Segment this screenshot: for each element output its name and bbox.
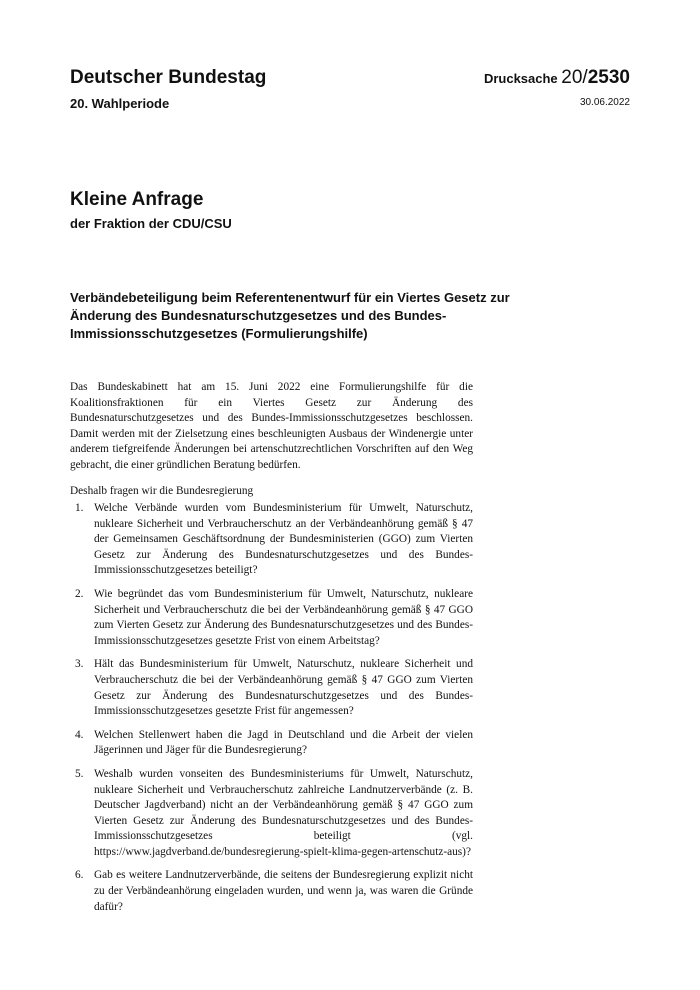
- document-header-right: [484, 66, 630, 108]
- question-text: Weshalb wurden vonseiten des Bundesministeriums für Umwelt, Naturschutz, nukleare Sicherheit und Verbraucherschutz zahlreiche Landnutzerverbände (z. B. Deutscher Jagdverband) nicht an der Verbändeanhörung gemäß § 47 GGO zum Vierten Gesetz zur Änderung des Bundesnaturschutzgesetzes und des Bundes-Immissionsschutzgesetzes beteiligt (vgl. https://www.jagdverband.de/bundesregierung-spielt-klima-gegen-artenschutz-aus)?: [94, 767, 473, 858]
- intro-paragraph: Das Bundeskabinett hat am 15. Juni 2022 eine Formulierungshilfe für die Koalitionsfraktionen für ein Viertes Gesetz zur Änderung des Bundesnaturschutzgesetzes und des Bundes-Immissionsschutzgesetzes beschlossen. Damit werden mit der Zielsetzung eines beschleunigten Ausbaus der Windenergie unter anderem tiefgreifende Änderungen bei artenschutzrechtlichen Vorschriften auf den Weg gebracht, die einer gründlichen Beratung bedürfen.: [70, 381, 473, 471]
- question-number: 2.: [75, 587, 84, 600]
- question-text: Welchen Stellenwert haben die Jagd in Deutschland und die Arbeit der vielen Jägerinnen und Jäger für die Bundesregierung?: [94, 728, 473, 757]
- drucksache-number: [484, 66, 630, 91]
- question-number: 3.: [75, 658, 84, 671]
- question-item: [70, 657, 473, 719]
- drucksache-period: 20/: [561, 67, 588, 88]
- question-number: 1.: [75, 502, 84, 514]
- question-lead-in: Deshalb fragen wir die Bundesregierung: [70, 485, 254, 497]
- question-number: 6.: [75, 869, 84, 882]
- document-type-subtitle: der Fraktion der CDU/CSU: [70, 216, 232, 231]
- question-number: 5.: [75, 767, 84, 780]
- document-header-left: [70, 66, 266, 111]
- question-text: Hält das Bundesministerium für Umwelt, Naturschutz, nukleare Sicherheit und Verbraucherschutz die bei der Verbändeanhörung gemäß § 47 GGO zum Vierten Gesetz zur Änderung des Bundesnaturschutzgesetzes und des Bundes-Immissionsschutzgesetzes gesetzte Frist für angemessen?: [94, 658, 473, 718]
- document-type: [70, 188, 232, 231]
- question-item: [70, 728, 473, 759]
- question-list: [70, 501, 473, 923]
- drucksache-id: 2530: [587, 67, 630, 88]
- question-item: [70, 501, 473, 579]
- question-text: Gab es weitere Landnutzerverbände, die seitens der Bundesregierung explizit nicht zu der Verbändeanhörung eingeladen wurden, und wenn ja, was waren die Gründe dafür?: [94, 869, 473, 913]
- document-date: 30.06.2022: [579, 97, 630, 108]
- drucksache-label: Drucksache: [483, 71, 558, 86]
- legislative-period: 20. Wahlperiode: [70, 96, 170, 111]
- question-text: Welche Verbände wurden vom Bundesministerium für Umwelt, Naturschutz, nukleare Sicherheit und Verbraucherschutz an der Verbändeanhörung gemäß § 47 der Gemeinsamen Geschäftsordnung der Bundesministerien (GGO) zum Vierten Gesetz zur Änderung des Bundesnaturschutzgesetzes und des Bundes-Immissionsschutzgesetzes beteiligt?: [94, 502, 473, 577]
- question-number: 4.: [75, 728, 84, 741]
- question-item: [70, 868, 473, 915]
- parliament-name: Deutscher Bundestag: [70, 67, 267, 88]
- subject-heading: Verbändebeteiligung beim Referentenentwurf für ein Viertes Gesetz zur Änderung des Bundesnaturschutzgesetzes und des Bundes-Immissionsschutzgesetzes (Formulierungshilfe): [70, 290, 510, 341]
- question-text: Wie begründet das vom Bundesministerium für Umwelt, Naturschutz, nukleare Sicherheit und Verbraucherschutz die bei der Verbändeanhörung gemäß § 47 GGO zum Vierten Gesetz zur Änderung des Bundesnaturschutzgesetzes und des Bundes-Immissionsschutzgesetzes gesetzte Frist von einem Arbeitstag?: [94, 587, 473, 647]
- question-item: [70, 587, 473, 649]
- document-type-title: Kleine Anfrage: [70, 189, 204, 210]
- question-item: [70, 767, 473, 861]
